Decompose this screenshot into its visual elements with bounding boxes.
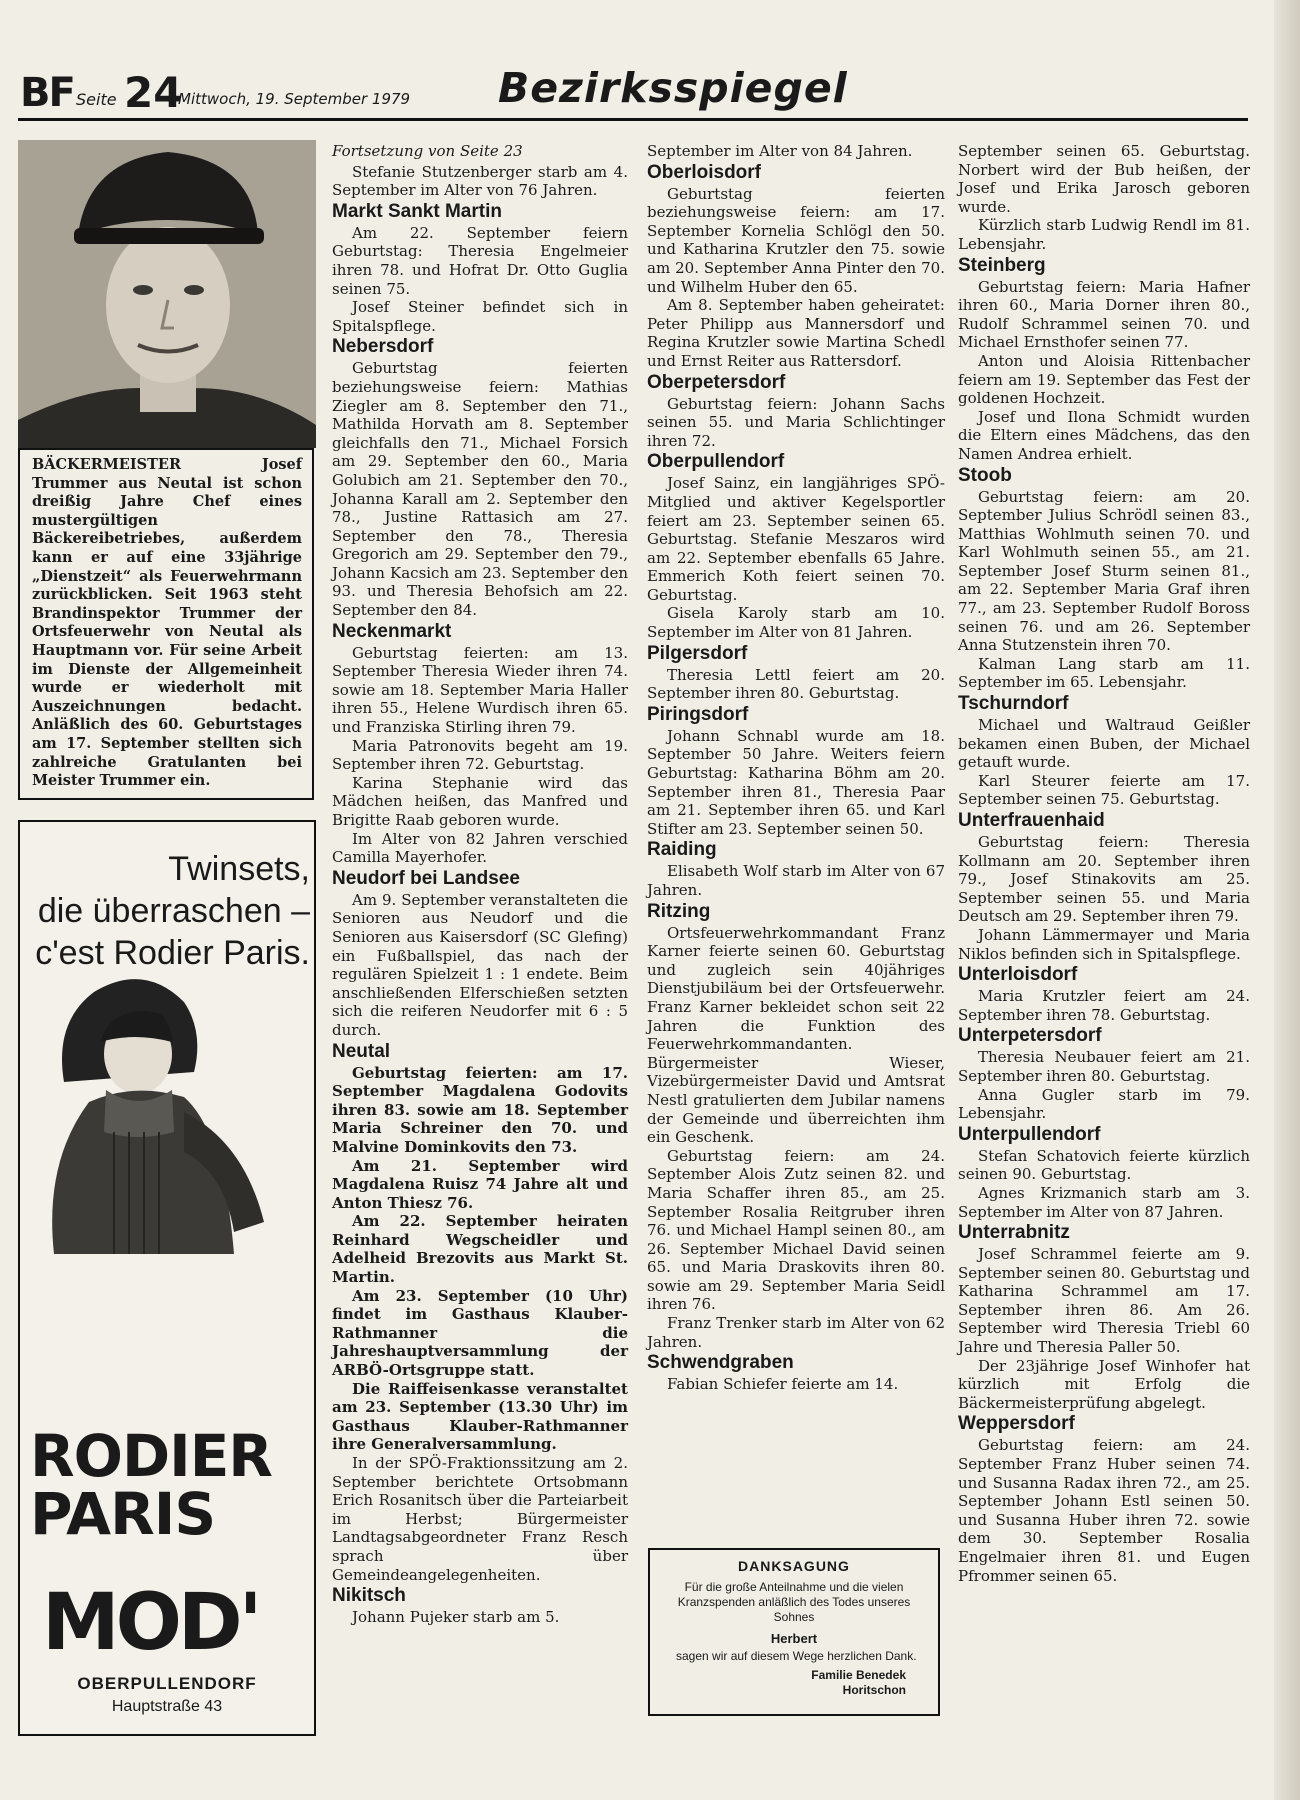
paragraph: Johann Pujeker starb am 5. <box>352 1608 560 1627</box>
paragraph: Gisela Karoly starb am 10. September im Alter von 81 Jahren. <box>647 604 945 642</box>
continuation-note: Fortsetzung von Seite 23 <box>332 142 523 160</box>
ad-brand-line: RODIER <box>30 1422 272 1490</box>
town-heading: Neckenmarkt <box>332 620 452 642</box>
notice-title: DANKSAGUNG <box>738 1558 850 1574</box>
paragraph: Geburtstag feiern: am 24. September Franz Huber seinen 74. und Susanna Radax ihren 72., am 25. September Johann Estl seinen 50. und Susanna Huber ihren 72. sowie dem 30. September Rosalia Engelmaier ihren 81. und Eugen Pfrommer seinen 65. <box>958 1436 1250 1585</box>
paragraph: Kürzlich starb Ludwig Rendl im 81. Lebensjahr. <box>958 216 1250 253</box>
paragraph: Michael und Waltraud Geißler bekamen einen Buben, der Michael getauft wurde. <box>958 716 1250 772</box>
town-heading: Schwendgraben <box>647 1352 794 1374</box>
paragraph: Am 8. September haben geheiratet: Peter Philipp aus Mannersdorf und Regina Krutzler sowie Martina Schedl und Ernst Reiter aus Rattersdorf. <box>647 296 945 370</box>
town-heading: Tschurndorf <box>958 693 1069 715</box>
ad-slogan-line: die überraschen – <box>37 892 310 930</box>
paragraph: Agnes Krizmanich starb am 3. September im Alter von 87 Jahren. <box>958 1183 1250 1221</box>
paragraph: Am 23. September (10 Uhr) findet im Gasthaus Klauber-Rathmanner die Jahreshauptversammlung der ARBÖ-Ortsgruppe statt. <box>332 1286 628 1380</box>
page-number: 24 <box>124 68 183 117</box>
paragraph: Am 21. September wird Magdalena Ruisz 74 Jahre alt und Anton Thiesz 76. <box>332 1156 628 1212</box>
town-heading: Nebersdorf <box>332 336 434 358</box>
ad-slogan-line: Twinsets, <box>168 850 310 888</box>
ad-model-illustration <box>34 962 302 1254</box>
town-heading: Piringsdorf <box>647 703 749 725</box>
town-heading: Oberpullendorf <box>647 451 785 473</box>
mod-logo: MOD' <box>42 1578 259 1668</box>
paragraph: Fabian Schiefer feierte am 14. <box>667 1375 899 1394</box>
paragraph: Maria Krutzler feiert am 24. September ihren 78. Geburtstag. <box>958 987 1250 1024</box>
paragraph: Kalman Lang starb am 11. September im 65. Lebensjahr. <box>958 654 1250 692</box>
paragraph: Anton und Aloisia Rittenbacher feiern am 19. September das Fest der goldenen Hochzeit. <box>958 351 1250 408</box>
rodier-advertisement <box>18 820 316 1736</box>
paragraph: Stefan Schatovich feierte kürzlich seinen 90. Geburtstag. <box>958 1146 1250 1184</box>
town-heading: Raiding <box>647 839 717 861</box>
town-heading: Unterpetersdorf <box>958 1025 1102 1047</box>
ad-brand-name <box>30 1422 272 1548</box>
paragraph: Am 22. September heiraten Reinhard Wegscheidler und Adelheid Brezovits aus Markt St. Martin. <box>332 1212 628 1287</box>
ad-slogan-line: c'est Rodier Paris. <box>35 934 310 972</box>
section-title: Bezirksspiegel <box>498 64 848 112</box>
town-heading: Neutal <box>332 1040 391 1062</box>
town-heading: Unterrabnitz <box>958 1222 1070 1244</box>
town-heading: Unterpullendorf <box>958 1123 1101 1145</box>
paragraph: Anna Gugler starb im 79. Lebensjahr. <box>958 1085 1250 1123</box>
paragraph: Maria Patronovits begeht am 19. September ihren 72. Geburtstag. <box>332 736 628 774</box>
town-heading: Ritzing <box>647 900 711 922</box>
ad-slogan <box>30 848 310 974</box>
seite-label: Seite <box>76 90 117 109</box>
paragraph: Geburtstag feiern: am 20. September Julius Schrödl seinen 83., Matthias Wohlmuth seinen 70. und Karl Wohlmuth seinen 55., am 21. September Josef Sturm seinen 81., am 22. September Maria Graf ihren 77., am 23. September Rudolf Boross seinen 76. und am 26. September Anna Stutzenstein ihren 70. <box>958 487 1250 655</box>
paragraph: Theresia Lettl feiert am 20. September ihren 80. Geburtstag. <box>647 665 945 703</box>
portrait-illustration <box>18 140 316 448</box>
town-heading: Oberloisdorf <box>647 161 762 183</box>
town-heading: Unterloisdorf <box>958 964 1078 986</box>
masthead <box>18 62 1248 121</box>
issue-date: Mittwoch, 19. September 1979 <box>178 90 411 108</box>
paragraph: September seinen 65. Geburtstag. Norbert wird der Bub heißen, der Josef und Erika Jarosch geboren wurde. <box>958 142 1250 216</box>
paragraph: Geburtstag feiern: Theresia Kollmann am 20. September ihren 79., Josef Stinakovits am 25. September seinen 55. und Maria Deutsch am 29. September ihren 79. <box>958 833 1250 926</box>
notice-place: Horitschon <box>842 1683 906 1697</box>
paragraph: Geburtstag feierten beziehungsweise feiern: Mathias Ziegler am 8. September den 71., Mathilda Horvath am 8. September gleichfalls den 71., Michael Forsich am 29. September den 60., Maria Golubich am 21. September den 70., Johanna Karall am 2. September den 78., Justine Rattasich am 27. September den 78., Theresia Gregorich am 29. September den 79., Johann Kacsich am 23. September den 93. und Theresia Behofsich am 22. September den 84. <box>332 359 628 620</box>
town-heading: Unterfrauenhaid <box>958 810 1105 831</box>
paragraph: Josef Schrammel feierte am 9. September seinen 80. Geburtstag und Katharina Schrammel am 17. September ihren 86. Am 26. September wird Theresia Triebl 60 Jahre und Theresia Paller 50. <box>958 1245 1250 1357</box>
paragraph: Am 22. September feiern Geburtstag: Theresia Engelmeier ihren 78. und Hofrat Dr. Otto Guglia seinen 75. <box>332 223 628 298</box>
ad-address: Hauptstraße 43 <box>111 1698 223 1715</box>
paragraph: September im Alter von 84 Jahren. <box>647 142 913 160</box>
paragraph: Geburtstag feiern: Johann Sachs seinen 55. und Maria Schlichtinger ihren 72. <box>647 394 945 450</box>
paragraph: Johann Lämmermayer und Maria Niklos befinden sich in Spitalspflege. <box>958 925 1250 963</box>
town-heading: Weppersdorf <box>958 1413 1075 1435</box>
notice-family: Familie Benedek <box>811 1668 906 1682</box>
article-column-2 <box>647 142 945 1394</box>
portrait-photo <box>18 140 316 448</box>
ad-brand-line: PARIS <box>30 1480 216 1548</box>
paragraph: Geburtstag feierten: am 17. September Magdalena Godovits ihren 83. sowie am 18. September Maria Schreiner den 70. und Malvine Dominkovits den 73. <box>332 1063 628 1156</box>
town-heading: Stoob <box>958 464 1012 486</box>
paragraph: Karl Steurer feierte am 17. September seinen 75. Geburtstag. <box>958 771 1250 809</box>
paragraph: Der 23jährige Josef Winhofer hat kürzlich mit Erfolg die Bäckermeisterprüfung abgelegt. <box>958 1356 1250 1412</box>
paragraph: Stefanie Stutzenberger starb am 4. September im Alter von 76 Jahren. <box>332 162 628 200</box>
paragraph: Franz Trenker starb im Alter von 62 Jahren. <box>647 1314 945 1351</box>
town-heading: Oberpetersdorf <box>647 371 786 393</box>
page-edge <box>1274 0 1300 1800</box>
paragraph: Josef Steiner befindet sich in Spitalspflege. <box>332 298 628 335</box>
notice-thanks: sagen wir auf diesem Wege herzlichen Dank. <box>676 1649 917 1663</box>
paragraph: Geburtstag feierten: am 13. September Theresia Wieder ihren 74. sowie am 18. September Maria Haller ihren 55., Helene Wurdisch ihren 65. und Franziska Stirling ihren 79. <box>332 643 628 737</box>
town-heading: Steinberg <box>958 254 1046 276</box>
bf-logo: BF <box>20 70 74 116</box>
notice-text: Für die große Anteilnahme und die vielen Kranzspenden anläßlich des Todes unseres Sohnes <box>677 1580 911 1624</box>
article-column-3 <box>958 142 1250 1585</box>
paragraph: Elisabeth Wolf starb im Alter von 67 Jahren. <box>647 862 945 899</box>
notice-deceased-name: Herbert <box>770 1631 818 1646</box>
paragraph: In der SPÖ-Fraktionssitzung am 2. September berichtete Ortsobmann Erich Rosanitsch über die Parteiarbeit im Herbst; Bürgermeister Landtagsabgeordneter Franz Resch sprach über Gemeindeangelegenheiten. <box>332 1454 628 1584</box>
paragraph: Ortsfeuerwehrkommandant Franz Karner feierte seinen 60. Geburtstag und zugleich sein 40jähriges Dienstjubiläum bei der Ortsfeuerwehr. Franz Karner bekleidet schon seit 22 Jahren die Funktion des Feuerwehrkommandanten. Bürgermeister Wieser, Vizebürgermeister David und Amtsrat Nestl gratulierten dem Jubilar namens der Gemeinde und überreichten ihm ein Geschenk. <box>647 923 945 1147</box>
paragraph: Geburtstag feiern: am 24. September Alois Zutz seinen 82. und Maria Schaffer ihren 85., am 25. September Rosalia Reitgruber ihren 76. und Michael Hampl seinen 80., am 26. September Michael David seinen 65. und Maria Draskovits ihren 80. sowie am 29. September Maria Seidl ihren 76. <box>647 1146 945 1314</box>
paragraph: Josef und Ilona Schmidt wurden die Eltern eines Mädchens, das den Namen Andrea erhielt. <box>958 407 1250 463</box>
ad-city: OBERPULLENDORF <box>77 1674 257 1693</box>
paragraph: Im Alter von 82 Jahren verschied Camilla Mayerhofer. <box>332 829 628 867</box>
town-heading: Markt Sankt Martin <box>332 200 502 222</box>
photo-caption: BÄCKERMEISTER Josef Trummer aus Neutal ist schon dreißig Jahre Chef eines mustergültigen Bäckereibetriebes, außerdem kann er auf eine 33jährige „Dienstzeit“ als Feuerwehrmann zurückblicken. Seit 1963 steht Brandinspektor Trummer der Ortsfeuerwehr von Neutal als Hauptmann vor. Für seine Arbeit im Dienste der Allgemeinheit wurde er wiederholt mit Auszeichnungen bedacht. Anläßlich des 60. Geburtstages am 17. September stellten sich zahlreiche Gratulanten bei Meister Trummer ein. <box>32 456 302 790</box>
paragraph: Geburtstag feiern: Maria Hafner ihren 60., Maria Dorner ihren 80., Rudolf Schrammel seinen 70. und Michael Ernsthofer seinen 77. <box>958 277 1250 352</box>
paragraph: Johann Schnabl wurde am 18. September 50 Jahre. Weiters feiern Geburtstag: Katharina Böhm am 20. September ihren 81., Theresia Paar am 21. September ihren 65. und Karl Stifter am 23. September seinen 50. <box>647 726 945 838</box>
paragraph: Karina Stephanie wird das Mädchen heißen, das Manfred und Brigitte Raab geboren wurde. <box>332 773 628 829</box>
town-heading: Nikitsch <box>332 1585 406 1607</box>
paragraph: Geburtstag feierten beziehungsweise feiern: am 17. September Kornelia Schlögl den 50. und Katharina Krutzler den 75. sowie am 20. September Anna Pinter den 70. und Wilhelm Huber den 65. <box>647 184 945 296</box>
article-column-1 <box>332 142 628 1627</box>
paragraph: Die Raiffeisenkasse veranstaltet am 23. September (13.30 Uhr) im Gasthaus Klauber-Rathmanner ihre Generalversammlung. <box>332 1379 628 1454</box>
paragraph: Theresia Neubauer feiert am 21. September ihren 80. Geburtstag. <box>958 1048 1250 1085</box>
danksagung-notice <box>648 1548 940 1716</box>
photo-caption-box <box>18 448 314 800</box>
town-heading: Pilgersdorf <box>647 642 748 664</box>
paragraph: Am 9. September veranstalteten die Senioren aus Neudorf und die Senioren aus Kaisersdorf (SC Glefing) ein Fußballspiel, das nach der regulären Spielzeit 1 : 1 endete. Beim anschließenden Elferschießen setzten sich die reiferen Neudorfer mit 6 : 5 durch. <box>332 890 628 1039</box>
town-heading: Neudorf bei Landsee <box>332 867 520 889</box>
paragraph: Josef Sainz, ein langjähriges SPÖ-Mitglied und aktiver Kegelsportler feiert am 23. September seinen 65. Geburtstag. Stefanie Meszaros wird am 22. September ebenfalls 65 Jahre. Emmerich Koth feiert seinen 70. Geburtstag. <box>647 474 945 604</box>
